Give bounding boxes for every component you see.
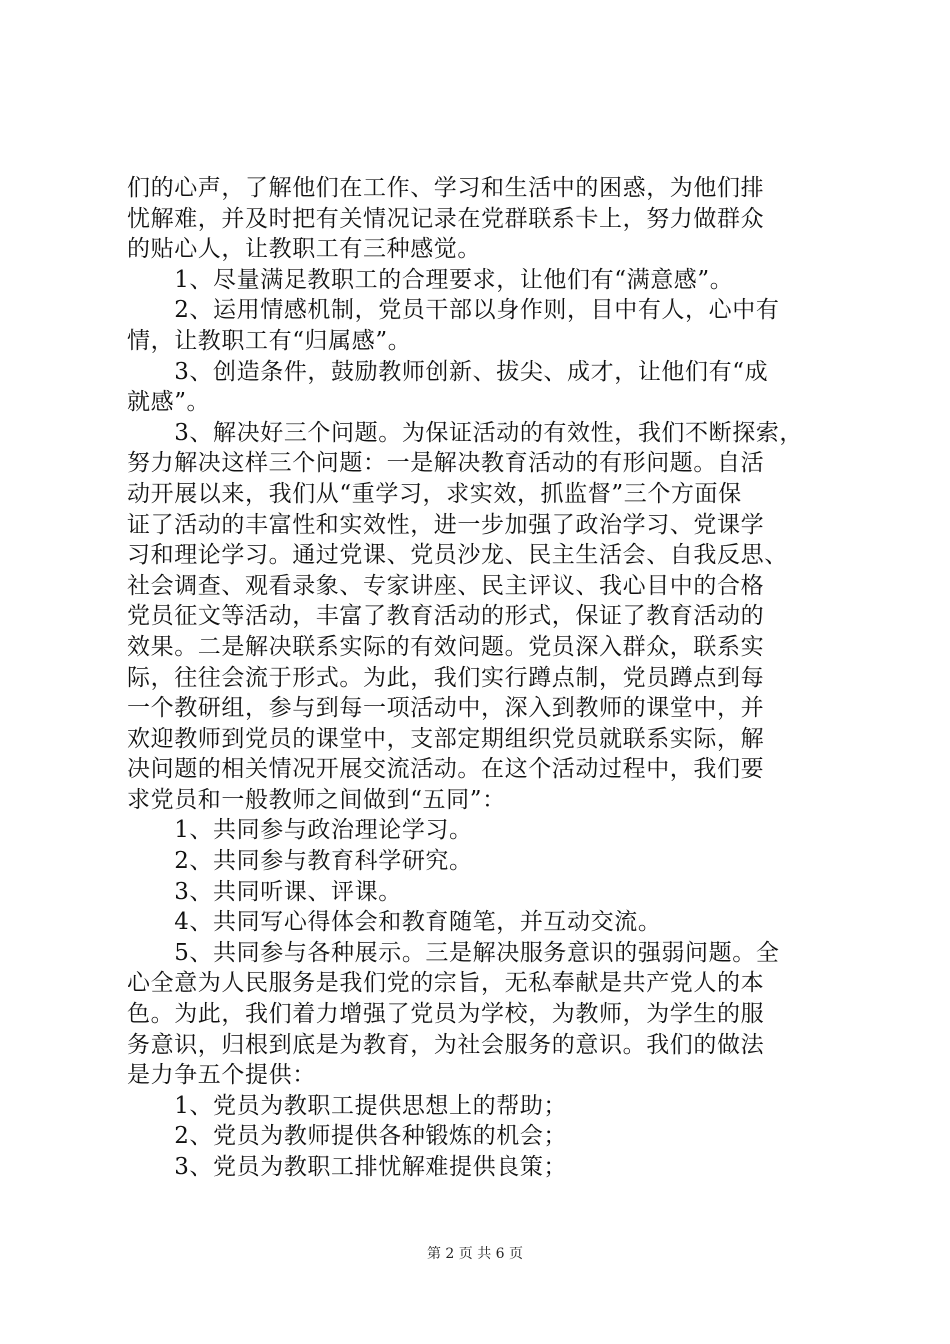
- text-line: 决问题的相关情况开展交流活动。在这个活动过程中，我们要: [127, 756, 765, 783]
- text-line: 2、共同参与教育科学研究。: [127, 848, 473, 875]
- text-line: 色。为此，我们着力增强了党员为学校，为教师，为学生的服: [127, 1001, 765, 1028]
- text-line: 就感”。: [127, 389, 211, 416]
- text-line: 们的心声，了解他们在工作、学习和生活中的困惑，为他们排: [127, 175, 765, 201]
- text-line: 4、共同写心得体会和教育随笔，并互动交流。: [127, 909, 662, 936]
- text-line: 社会调查、观看录象、专家讲座、民主评议、我心目中的合格: [127, 572, 765, 599]
- text-line: 情，让教职工有“归属感”。: [127, 327, 412, 354]
- text-line: 1、尽量满足教职工的合理要求，让他们有“满意感”。: [127, 266, 734, 293]
- text-line: 心全意为人民服务是我们党的宗旨，无私奉献是共产党人的本: [127, 970, 765, 997]
- text-line: 3、共同听课、评课。: [127, 878, 402, 905]
- text-line: 际，往往会流于形式。为此，我们实行蹲点制，党员蹲点到每: [127, 664, 765, 691]
- text-line: 2、运用情感机制，党员干部以身作则，目中有人，心中有: [127, 297, 780, 324]
- text-line: 证了活动的丰富性和实效性，进一步加强了政治学习、党课学: [127, 511, 765, 538]
- text-line: 3、解决好三个问题。为保证活动的有效性，我们不断探索，: [127, 419, 804, 446]
- text-line: 效果。二是解决联系实际的有效问题。党员深入群众，联系实: [127, 633, 765, 660]
- text-line: 1、共同参与政治理论学习。: [127, 817, 473, 844]
- text-line: 1、党员为教职工提供思想上的帮助；: [127, 1092, 568, 1119]
- text-line: 是力争五个提供：: [127, 1062, 316, 1089]
- text-line: 5、共同参与各种展示。三是解决服务意识的强弱问题。全: [127, 939, 780, 966]
- text-line: 努力解决这样三个问题：一是解决教育活动的有形问题。自活: [127, 450, 765, 477]
- text-line: 党员征文等活动，丰富了教育活动的形式，保证了教育活动的: [127, 603, 765, 630]
- text-line: 3、创造条件，鼓励教师创新、拔尖、成才，让他们有“成: [127, 358, 769, 385]
- text-line: 习和理论学习。通过党课、党员沙龙、民主生活会、自我反思、: [127, 542, 788, 569]
- text-line: 3、党员为教职工排忧解难提供良策；: [127, 1154, 568, 1180]
- text-line: 欢迎教师到党员的课堂中，支部定期组织党员就联系实际，解: [127, 725, 765, 752]
- text-line: 动开展以来，我们从“重学习，求实效，抓监督”三个方面保: [127, 480, 742, 507]
- text-line: 一个教研组，参与到每一项活动中，深入到教师的课堂中，并: [127, 695, 765, 722]
- page-footer: 第 2 页 共 6 页: [426, 1246, 524, 1262]
- text-line: 2、党员为教师提供各种锻炼的机会；: [127, 1123, 568, 1150]
- text-line: 忧解难，并及时把有关情况记录在党群联系卡上，努力做群众: [127, 205, 765, 232]
- text-line: 求党员和一般教师之间做到“五同”：: [127, 786, 506, 813]
- text-line: 务意识，归根到底是为教育，为社会服务的意识。我们的做法: [127, 1031, 765, 1058]
- text-line: 的贴心人，让教职工有三种感觉。: [127, 236, 481, 263]
- document-body: [127, 173, 837, 1183]
